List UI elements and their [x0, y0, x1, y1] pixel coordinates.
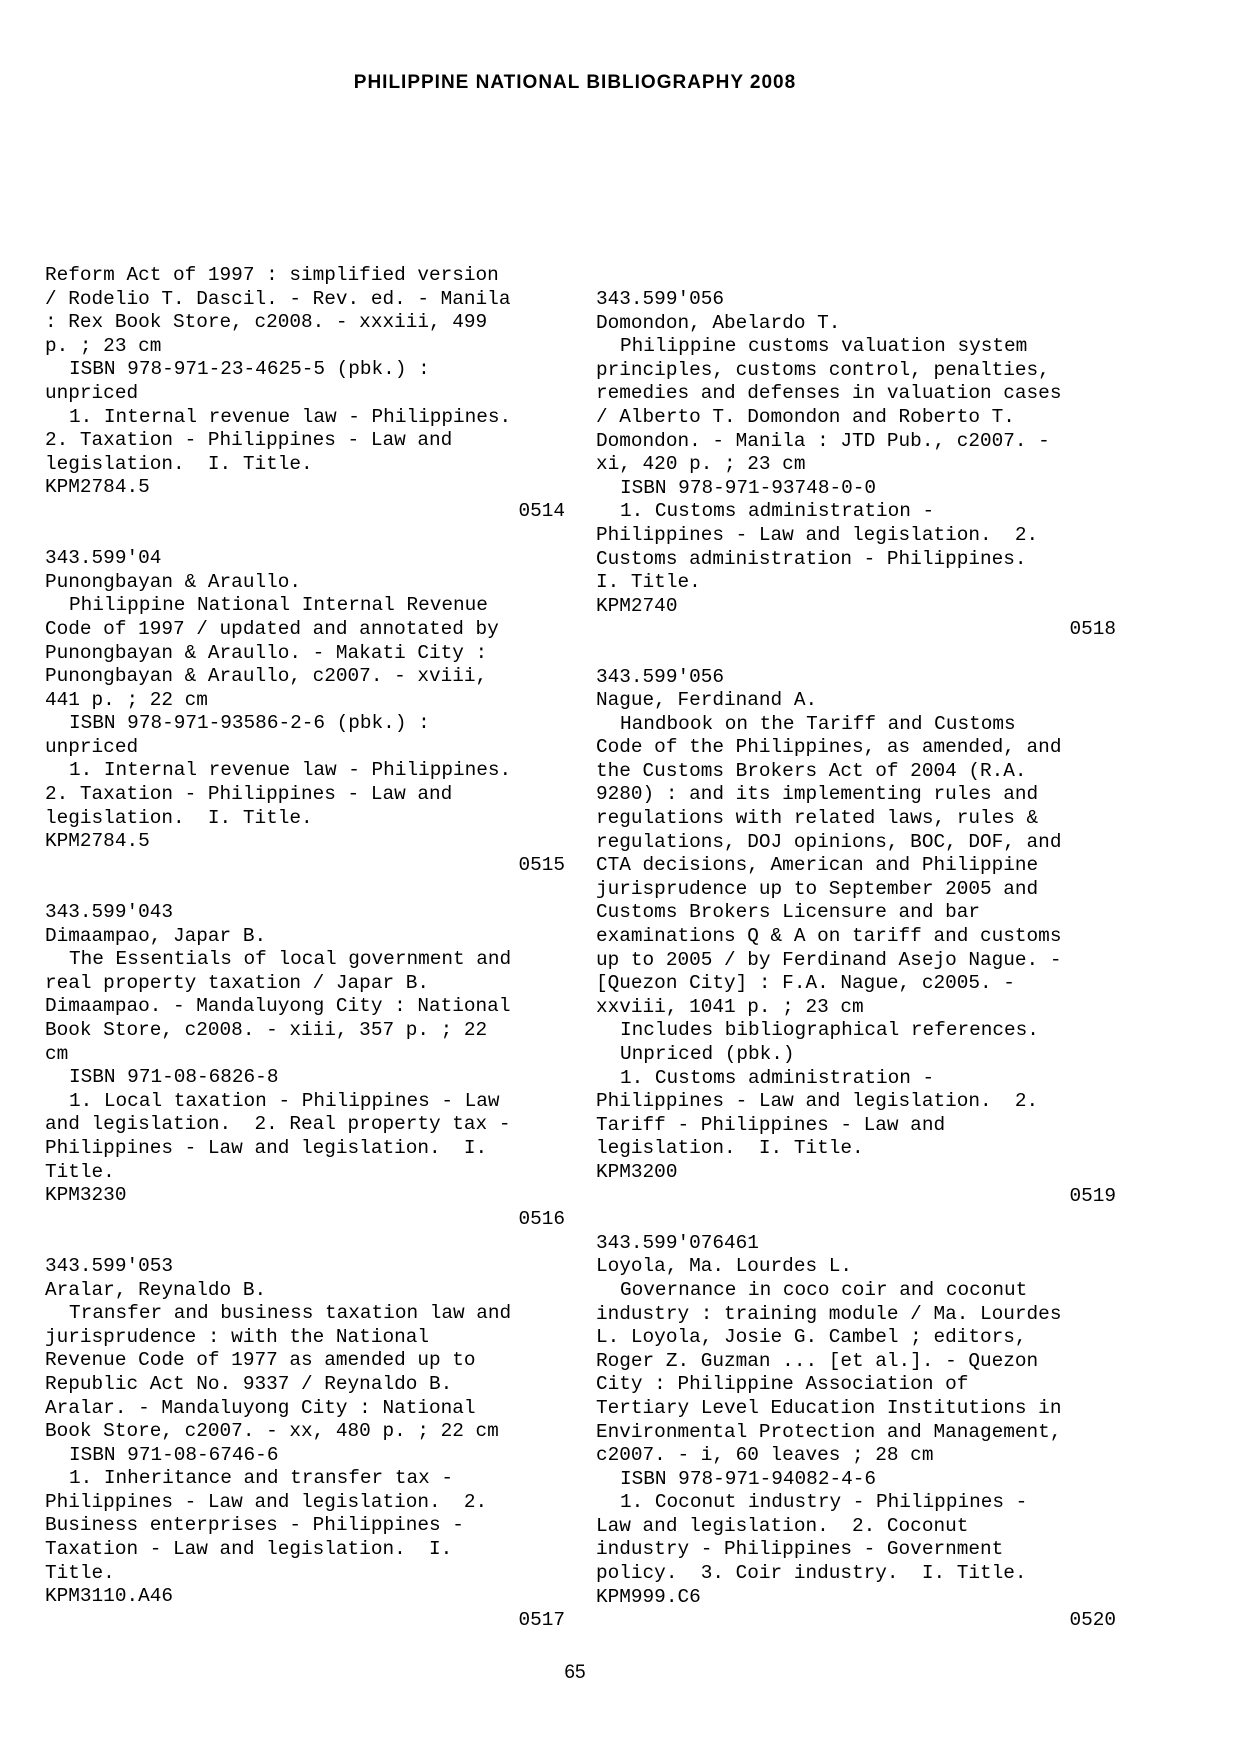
entry-subjects: Business enterprises - Philippines -: [45, 1514, 464, 1537]
entry-subjects: 1. Coconut industry - Philippines -: [620, 1491, 1028, 1514]
entry-subjects: industry - Philippines - Government: [596, 1538, 1004, 1561]
entry-description: Reform Act of 1997 : simplified version: [45, 264, 499, 286]
entry-author: Aralar, Reynaldo B.: [45, 1278, 267, 1301]
entry-subjects: policy. 3. Coir industry. I. Title.: [596, 1562, 1027, 1585]
entry-title: the Customs Brokers Act of 2004 (R.A.: [596, 759, 1027, 782]
bibliographic-entry: [45, 1255, 565, 1633]
entry-subjects: Tariff - Philippines - Law and: [596, 1113, 946, 1136]
entry-title: Revenue Code of 1977 as amended up to: [45, 1349, 476, 1372]
entry-title: regulations, DOJ opinions, BOC, DOF, and: [596, 830, 1062, 853]
entry-title: Roger Z. Guzman ... [et al.]. - Quezon: [596, 1349, 1039, 1372]
entry-classification: 343.599'043: [45, 901, 173, 924]
entry-title: c2007. - i, 60 leaves ; 28 cm: [596, 1444, 934, 1467]
entry-title: xi, 420 p. ; 23 cm: [596, 453, 806, 476]
entry-subjects: 1. Internal revenue law - Philippines.: [69, 759, 512, 782]
entry-title: Punongbayan & Araullo. - Makati City :: [45, 641, 488, 664]
entry-title: Tertiary Level Education Institutions in: [596, 1396, 1062, 1419]
entry-subjects: and legislation. 2. Real property tax -: [45, 1113, 511, 1136]
right-column: [596, 288, 1116, 1633]
entry-title: Philippine National Internal Revenue: [69, 594, 488, 617]
entry-title: Environmental Protection and Management,: [596, 1420, 1062, 1443]
entry-author: Loyola, Ma. Lourdes L.: [596, 1255, 852, 1278]
entry-classification: 343.599'056: [596, 665, 724, 688]
entry-call-number: KPM999.C6: [596, 1585, 701, 1608]
entry-title: jurisprudence : with the National: [45, 1325, 429, 1348]
entry-author: Domondon, Abelardo T.: [596, 311, 841, 334]
entry-subjects: Title.: [45, 1561, 115, 1584]
entry-title: industry : training module / Ma. Lourdes: [596, 1302, 1062, 1325]
entry-author: Nague, Ferdinand A.: [596, 689, 818, 712]
entry-subjects: legislation. I. Title.: [45, 806, 313, 829]
bibliographic-entry: [45, 901, 565, 1231]
entry-title: Punongbayan & Araullo, c2007. - xviii,: [45, 665, 488, 688]
bibliographic-entry: [596, 288, 1116, 642]
entry-number: 0520: [1069, 1609, 1116, 1632]
entry-title: Republic Act No. 9337 / Reynaldo B.: [45, 1372, 453, 1395]
entry-subjects: 1. Inheritance and transfer tax -: [69, 1467, 453, 1490]
entry-isbn: ISBN 978-971-94082-4-6: [620, 1467, 876, 1490]
entry-title: remedies and defenses in valuation cases: [596, 382, 1062, 405]
entry-title: 9280) : and its implementing rules and: [596, 783, 1039, 806]
entry-description: / Rodelio T. Dascil. - Rev. ed. - Manila: [45, 287, 511, 310]
entry-isbn: ISBN 978-971-93586-2-6 (pbk.) :: [69, 712, 430, 735]
entry-subjects: 1. Customs administration -: [620, 1066, 935, 1089]
bibliographic-entry: [45, 264, 565, 524]
entry-classification: 343.599'04: [45, 547, 162, 570]
bibliographic-entry: [45, 547, 565, 877]
entry-subjects: 1. Internal revenue law - Philippines.: [69, 405, 512, 428]
entry-title: Domondon. - Manila : JTD Pub., c2007. -: [596, 429, 1050, 452]
bibliographic-entry: [596, 666, 1116, 1209]
entry-subjects: I. Title.: [596, 571, 701, 594]
entry-number: 0517: [518, 1608, 565, 1631]
entry-title: Code of 1997 / updated and annotated by: [45, 617, 499, 640]
entry-title: cm: [45, 1042, 69, 1065]
entry-isbn: ISBN 978-971-93748-0-0: [620, 476, 876, 499]
entry-isbn: unpriced: [45, 381, 139, 404]
entry-subjects: legislation. I. Title.: [596, 1137, 864, 1160]
left-column: [45, 264, 565, 1632]
entry-subjects: Philippines - Law and legislation. 2.: [596, 1090, 1039, 1113]
entry-subjects: 2. Taxation - Philippines - Law and: [45, 783, 453, 806]
entry-title: [Quezon City] : F.A. Nague, c2005. -: [596, 972, 1015, 995]
entry-subjects: legislation. I. Title.: [45, 452, 313, 475]
entry-call-number: KPM2740: [596, 594, 678, 617]
entry-subjects: Taxation - Law and legislation. I.: [45, 1538, 453, 1561]
page-title: PHILIPPINE NATIONAL BIBLIOGRAPHY 2008: [353, 72, 797, 93]
entry-author: Dimaampao, Japar B.: [45, 924, 267, 947]
entry-title: Philippine customs valuation system: [620, 335, 1028, 358]
entry-title: Book Store, c2007. - xx, 480 p. ; 22 cm: [45, 1420, 499, 1443]
entry-subjects: Title.: [45, 1160, 115, 1183]
entry-title: principles, customs control, penalties,: [596, 358, 1050, 381]
entry-call-number: KPM3230: [45, 1184, 127, 1207]
entry-title: Transfer and business taxation law and: [69, 1302, 512, 1325]
entry-isbn: ISBN 971-08-6746-6: [69, 1443, 279, 1466]
entry-title: Dimaampao. - Mandaluyong City : National: [45, 995, 511, 1018]
entry-title: examinations Q & A on tariff and customs: [596, 925, 1062, 948]
entry-title: City : Philippine Association of: [596, 1373, 969, 1396]
entry-classification: 343.599'076461: [596, 1231, 759, 1254]
entry-subjects: Law and legislation. 2. Coconut: [596, 1514, 969, 1537]
entry-classification: 343.599'053: [45, 1254, 173, 1277]
entry-call-number: KPM3110.A46: [45, 1585, 173, 1608]
entry-subjects: Customs administration - Philippines.: [596, 547, 1027, 570]
entry-title: Customs Brokers Licensure and bar: [596, 901, 980, 924]
entry-title: CTA decisions, American and Philippine: [596, 854, 1039, 877]
entry-title: Code of the Philippines, as amended, and: [596, 736, 1062, 759]
entry-title: up to 2005 / by Ferdinand Asejo Nague. -: [596, 948, 1062, 971]
entry-price: Unpriced (pbk.): [620, 1043, 795, 1065]
entry-classification: 343.599'056: [596, 288, 724, 310]
entry-title: real property taxation / Japar B.: [45, 971, 429, 994]
entry-title: Handbook on the Tariff and Customs: [620, 712, 1016, 735]
entry-subjects: Philippines - Law and legislation. 2.: [45, 1490, 488, 1513]
entry-call-number: KPM2784.5: [45, 830, 150, 853]
entry-title: / Alberto T. Domondon and Roberto T.: [596, 405, 1015, 428]
entry-isbn: ISBN 978-971-23-4625-5 (pbk.) :: [69, 358, 430, 381]
entry-title: xxviii, 1041 p. ; 23 cm: [596, 995, 864, 1018]
entry-description: p. ; 23 cm: [45, 334, 162, 357]
entry-title: The Essentials of local government and: [69, 948, 512, 971]
entry-subjects: Philippines - Law and legislation. I.: [45, 1136, 488, 1159]
entry-number: 0514: [518, 499, 565, 522]
entry-title: 441 p. ; 22 cm: [45, 688, 208, 711]
entry-title: Governance in coco coir and coconut: [620, 1278, 1028, 1301]
entry-subjects: Philippines - Law and legislation. 2.: [596, 523, 1039, 546]
entry-note: Includes bibliographical references.: [620, 1019, 1039, 1042]
entry-number: 0519: [1069, 1184, 1116, 1207]
entry-subjects: 2. Taxation - Philippines - Law and: [45, 429, 453, 452]
entry-call-number: KPM3200: [596, 1160, 678, 1183]
entry-title: Book Store, c2008. - xiii, 357 p. ; 22: [45, 1019, 488, 1041]
entry-author: Punongbayan & Araullo.: [45, 570, 301, 593]
entry-title: regulations with related laws, rules &: [596, 807, 1039, 830]
entry-isbn: ISBN 971-08-6826-8: [69, 1066, 279, 1089]
entry-title: L. Loyola, Josie G. Cambel ; editors,: [596, 1326, 1027, 1349]
bibliographic-entry: [596, 1232, 1116, 1633]
entry-description: : Rex Book Store, c2008. - xxxiii, 499: [45, 311, 488, 334]
entry-call-number: KPM2784.5: [45, 476, 150, 499]
entry-title: jurisprudence up to September 2005 and: [596, 877, 1039, 900]
entry-number: 0515: [518, 853, 565, 876]
entry-subjects: 1. Local taxation - Philippines - Law: [69, 1089, 500, 1112]
entry-number: 0516: [518, 1207, 565, 1230]
entry-isbn: unpriced: [45, 735, 139, 758]
entry-number: 0518: [1069, 618, 1116, 641]
entry-title: Aralar. - Mandaluyong City : National: [45, 1396, 476, 1419]
entry-subjects: 1. Customs administration -: [620, 500, 935, 523]
page-number: 65: [564, 1662, 586, 1683]
